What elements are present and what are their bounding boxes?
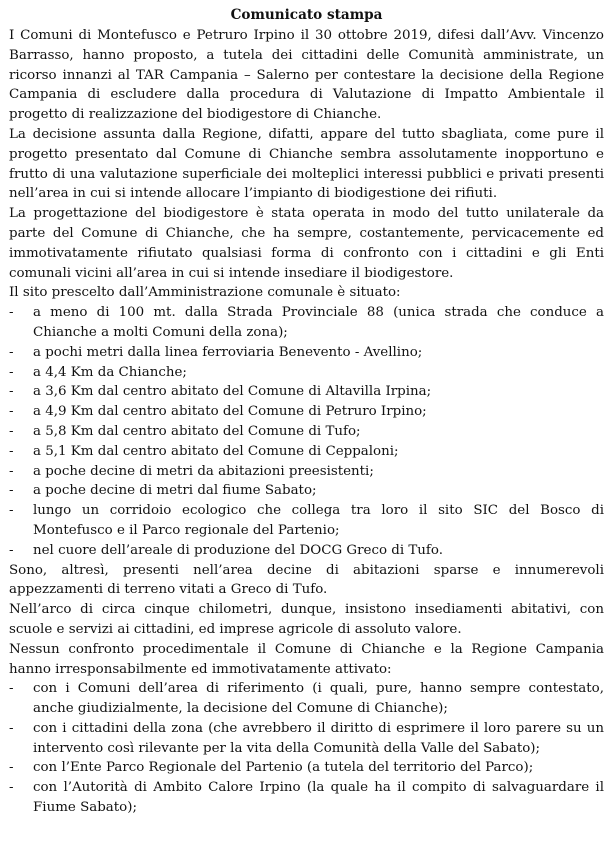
list-item: - a meno di 100 mt. dalla Strada Provinciale 88 (unica strada che conduce a Chianche a molti Comuni della zona); [9,305,604,340]
bullet-dash: - [9,760,14,776]
list-item: - a 5,1 Km dal centro abitato del Comune di Ceppaloni; [9,442,604,462]
paragraph-insediamenti: Nell’arco di circa cinque chilometri, dunque, insistono insediamenti abitativi, con scuole e servizi ai cittadini, ed imprese agricole di assoluto valore. [9,602,604,637]
bullet-dash: - [9,542,14,558]
consultation-list [9,679,604,818]
list-item: - a 5,8 Km dal centro abitato del Comune di Tufo; [9,422,604,442]
list-item: - con i Comuni dell’area di riferimento (i quali, pure, hanno sempre contestato, anche giudizialmente, la decisione del Comune di Chianche); [9,681,604,717]
list-item: - a 4,4 Km da Chianche; [9,363,604,383]
list-item: - a poche decine di metri dal fiume Sabato; [9,481,604,501]
list-item: - con l’Ente Parco Regionale del Partenio (a tutela del territorio del Parco); [9,758,604,778]
list-item: - con l’Autorità di Ambito Calore Irpino (la quale ha il compito di salvaguardare il Fiume Sabato); [9,780,604,816]
paragraph-sito: Il sito prescelto dall’Amministrazione comunale è situato: [9,285,401,301]
bullet-dash: - [9,344,14,360]
bullet-dash: - [9,404,14,420]
bullet-dash: - [9,483,14,499]
list-item: - a pochi metri dalla linea ferroviaria Benevento - Avellino; [9,343,604,363]
list-item: - a 3,6 Km dal centro abitato del Comune di Altavilla Irpina; [9,382,604,402]
paragraph-abitazioni: Sono, altresì, presenti nell’area decine di abitazioni sparse e innumerevoli appezzamenti di terreno vitati a Greco di Tufo. [9,562,604,598]
bullet-dash: - [9,384,14,400]
site-location-list [9,303,604,560]
paragraph-ricorso: I Comuni di Montefusco e Petruro Irpino il 30 ottobre 2019, difesi dall’Avv. Vincenzo Barrasso, hanno proposto, a tutela dei cittadini delle Comunità amministrate, un ricorso innanzi al TAR Campania – Salerno per contestare la decisione della Regione Campania di escludere dalla procedura di Valutazione di Impatto Ambientale il progetto di realizzazione del biodigestore di Chianche. [9,28,604,123]
bullet-dash: - [9,443,14,459]
bullet-dash: - [9,423,14,439]
bullet-dash: - [9,780,14,796]
paragraph-progettazione: La progettazione del biodigestore è stata operata in modo del tutto unilaterale da parte del Comune di Chianche, che ha sempre, costantemente, pervicacemente ed immotivatamente rifiutato qualsiasi forma di confronto con i cittadini e gli Enti comunali vicini all’area in cui si intende insediare il biodigestore. [9,206,604,281]
list-item: - con i cittadini della zona (che avrebbero il diritto di esprimere il loro parere su un intervento così rilevante per la vita della Comunità della Valle del Sabato); [9,720,604,756]
bullet-dash: - [9,305,14,321]
bullet-dash: - [9,364,14,380]
bullet-dash: - [9,720,14,736]
list-item: - nel cuore dell’areale di produzione del DOCG Greco di Tufo. [9,541,604,561]
paragraph-decisione: La decisione assunta dalla Regione, difatti, appare del tutto sbagliata, come pure il progetto presentato dal Comune di Chianche sembra assolutamente inopportuno e frutto di una valutazione superficiale dei molteplici interessi pubblici e privati presenti nell’area in cui si intende allocare l’impianto di biodigestione dei rifiuti. [9,126,604,202]
list-item: - a 4,9 Km dal centro abitato del Comune di Petruro Irpino; [9,402,604,422]
list-item: - a poche decine di metri da abitazioni preesistenti; [9,462,604,482]
bullet-dash: - [9,681,14,697]
list-item: - lungo un corridoio ecologico che collega tra loro il sito SIC del Bosco di Montefusco e il Parco regionale del Partenio; [9,503,604,538]
paragraph-confronto: Nessun confronto procedimentale il Comune di Chianche e la Regione Campania hanno irresponsabilmente ed immotivatamente attivato: [9,641,604,677]
bullet-dash: - [9,503,14,519]
bullet-dash: - [9,463,14,479]
document-title: Comunicato stampa [230,7,383,23]
